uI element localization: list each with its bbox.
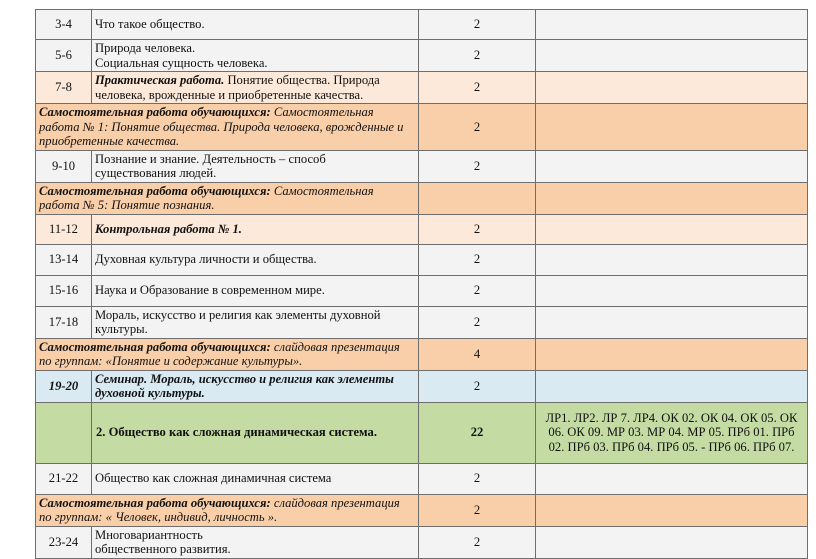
table-row <box>36 275 808 306</box>
table-row <box>36 526 808 558</box>
lesson-number: 5-6 <box>36 40 92 72</box>
lesson-topic: Природа человека. Социальная сущность человека. <box>92 40 419 72</box>
hours-cell: 2 <box>419 306 536 338</box>
competency-codes <box>536 244 808 275</box>
lesson-number: 3-4 <box>36 10 92 40</box>
independent-work-description: Самостоятельная работа обучающихся: слайдовая презентация по группам: «Понятие и содержание культуры». <box>36 338 419 370</box>
independent-work-label: Самостоятельная работа обучающихся: <box>39 495 271 510</box>
lesson-number: 7-8 <box>36 72 92 104</box>
table-row <box>36 463 808 494</box>
competency-codes <box>536 463 808 494</box>
hours-cell: 2 <box>419 10 536 40</box>
lesson-number: 15-16 <box>36 275 92 306</box>
competency-codes <box>536 182 808 214</box>
hours-cell <box>419 182 536 214</box>
competency-codes <box>536 10 808 40</box>
hours-cell: 2 <box>419 463 536 494</box>
independent-work-label: Самостоятельная работа обучающихся: <box>39 105 271 119</box>
hours-cell: 2 <box>419 526 536 558</box>
hours-cell: 2 <box>419 370 536 402</box>
hours-cell: 2 <box>419 150 536 182</box>
hours-cell: 2 <box>419 244 536 275</box>
table-row <box>36 10 808 40</box>
table-row <box>36 214 808 244</box>
independent-work-description: Самостоятельная работа обучающихся: Самостоятельная работа № 1: Понятие общества. Природа человека, врожденные и приобретенные качества. <box>36 104 419 151</box>
lesson-topic: Наука и Образование в современном мире. <box>92 275 419 306</box>
table-row <box>36 370 808 402</box>
curriculum-table <box>35 9 808 559</box>
table-row <box>36 244 808 275</box>
lesson-number: 11-12 <box>36 214 92 244</box>
lesson-number: 9-10 <box>36 150 92 182</box>
table-row <box>36 104 808 151</box>
competency-codes <box>536 275 808 306</box>
table-row <box>36 72 808 104</box>
lesson-topic: Практическая работа. Понятие общества. Природа человека, врожденные и приобретенные качества. <box>92 72 419 104</box>
hours-cell: 2 <box>419 214 536 244</box>
practical-work-label: Практическая работа. <box>95 73 225 87</box>
hours-cell: 2 <box>419 494 536 526</box>
competency-codes <box>536 338 808 370</box>
lesson-number: 23-24 <box>36 526 92 558</box>
table-row <box>36 306 808 338</box>
lesson-number: 17-18 <box>36 306 92 338</box>
lesson-topic: Духовная культура личности и общества. <box>92 244 419 275</box>
test-work-title: Контрольная работа № 1. <box>92 214 419 244</box>
hours-cell: 2 <box>419 72 536 104</box>
competency-codes <box>536 150 808 182</box>
hours-cell: 2 <box>419 275 536 306</box>
lesson-topic: Познание и знание. Деятельность – способ существования людей. <box>92 150 419 182</box>
hours-cell: 22 <box>419 402 536 463</box>
table-row <box>36 40 808 72</box>
competency-codes: ЛР1. ЛР2. ЛР 7. ЛР4. ОК 02. ОК 04. ОК 05. ОК 06. ОК 09. МР 03. МР 04. МР 05. ПРб 01. ПРб 02. ПРб 03. ПРб 04. ПРб 05. - ПРб 06. ПРб 07. <box>536 402 808 463</box>
lesson-topic: Общество как сложная динамичная система <box>92 463 419 494</box>
competency-codes <box>536 370 808 402</box>
independent-work-label: Самостоятельная работа обучающихся: <box>39 339 271 354</box>
competency-codes <box>536 214 808 244</box>
lesson-number: 13-14 <box>36 244 92 275</box>
competency-codes <box>536 72 808 104</box>
section-title: 2. Общество как сложная динамическая система. <box>92 402 419 463</box>
table-row <box>36 182 808 214</box>
independent-work-description: Самостоятельная работа обучающихся: слайдовая презентация по группам: « Человек, индивид, личность ». <box>36 494 419 526</box>
competency-codes <box>536 494 808 526</box>
competency-codes <box>536 306 808 338</box>
table-row <box>36 150 808 182</box>
lesson-topic: Что такое общество. <box>92 10 419 40</box>
lesson-number <box>36 402 92 463</box>
lesson-number: 19-20 <box>36 370 92 402</box>
lesson-number: 21-22 <box>36 463 92 494</box>
competency-codes <box>536 104 808 151</box>
hours-cell: 2 <box>419 104 536 151</box>
hours-cell: 2 <box>419 40 536 72</box>
table-row <box>36 494 808 526</box>
competency-codes <box>536 526 808 558</box>
table-row <box>36 338 808 370</box>
independent-work-label: Самостоятельная работа обучающихся: <box>39 183 271 198</box>
table-row <box>36 402 808 463</box>
seminar-title: Семинар. Мораль, искусство и религия как элементы духовной культуры. <box>92 370 419 402</box>
independent-work-description: Самостоятельная работа обучающихся: Самостоятельная работа № 5: Понятие познания. <box>36 182 419 214</box>
competency-codes <box>536 40 808 72</box>
lesson-topic: Многовариантность общественного развития. <box>92 526 419 558</box>
hours-cell: 4 <box>419 338 536 370</box>
lesson-topic: Мораль, искусство и религия как элементы духовной культуры. <box>92 306 419 338</box>
